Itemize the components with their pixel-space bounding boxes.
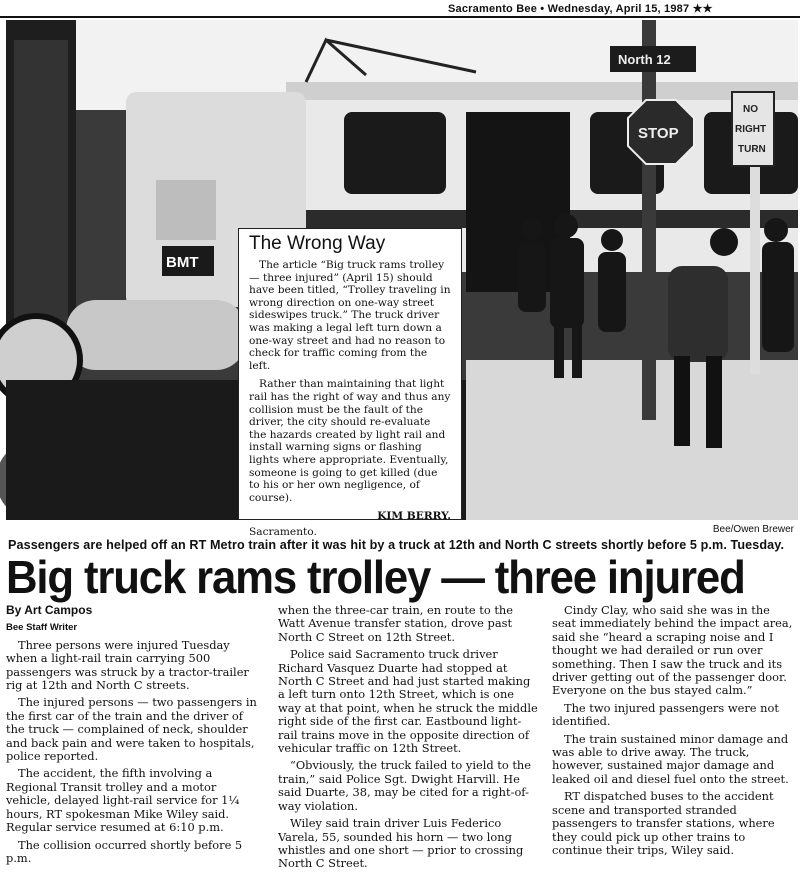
article-column-3 [552,604,796,861]
no-turn-sign-line-2: RIGHT [735,124,767,135]
letter-title: The Wrong Way [249,233,386,254]
top-rule [0,16,800,18]
article-paragraph: The train sustained minor damage and was able to drive away. The truck, however, sustained major damage and leaked oil and diesel fuel onto the street. [552,731,789,786]
letter-to-editor [238,228,462,539]
article-paragraph: The collision occurred shortly before 5 p.m. [6,837,243,865]
article-paragraph: Police said Sacramento truck driver Richard Vasquez Duarte had stopped at North C Street and had just started making a left turn onto 12th Street, which is one way at that point, when he struck the middle right side of the first car. Eastbound light-rail trains move in the opposite direction of vehicular traffic on 12th Street. [278,647,538,756]
letter-city: Sacramento. [249,526,317,539]
street-sign: North 12 [618,52,671,67]
article-paragraph: The two injured passengers were not identified. [552,700,779,729]
no-turn-sign-line-3: TURN [738,144,766,155]
article-headline: Big truck rams trolley — three injured [6,551,745,603]
masthead: Sacramento Bee • Wednesday, April 15, 1987 ★★ [448,3,713,15]
no-turn-sign-line-1: NO [743,104,758,115]
article-body [6,603,796,871]
article-paragraph: RT dispatched buses to the accident scene and transported stranded passengers to transfer stations, where they could pick up other trains to continue their trips, Wiley said. [552,789,775,857]
article-paragraph: The injured persons — two passengers in the first car of the train and the driver of the truck — complained of neck, shoulder and back pain and were taken to hospitals, police reported. [6,695,257,764]
letter-paragraph-1: The article “Big truck rams trolley — three injured” (April 15) should have been titled, “Trolley traveling in wrong direction on one-way street sideswipes truck.” The truck driver was making a legal left turn down a one-way street and had no reason to check for traffic coming from the left. [249,259,451,372]
article-paragraph: when the three-car train, en route to the Watt Avenue transfer station, drove past North C Street on 12th Street. [278,603,514,644]
article-paragraph: Wiley said train driver Luis Federico Varela, 55, sounded his horn — two long whistles and one short — prior to crossing North C Street. [278,816,524,871]
truck-logo: BMT [166,254,199,271]
article-paragraph: Three persons were injured Tuesday when a light-rail train carrying 500 passengers was struck by a tractor-trailer rig at 12th and North C streets. [6,637,249,693]
photo-credit: Bee/Owen Brewer [712,524,794,535]
article-paragraph: Cindy Clay, who said she was in the seat immediately behind the impact area, said she “heard a scraping noise and I thought we had derailed or run over something. Then I saw the truck and its driver getting out of the passenger door. Everyone on the bus stayed calm.” [552,603,793,698]
article-paragraph: The accident, the fifth involving a Regional Transit trolley and a motor vehicle, delayed light-rail service for 1¼ hours, RT spokesman Mike Wiley said. Regular service resumed at 6:10 p.m. [6,766,240,835]
byline: By Art Campos [6,603,93,617]
photo-caption: Passengers are helped off an RT Metro train after it was hit by a truck at 12th and North C streets shortly before 5 p.m. Tuesday. [8,538,785,552]
stop-sign: STOP [638,125,679,142]
article-column-2 [278,604,540,875]
letter-paragraph-2: Rather than maintaining that light rail has the right of way and thus any collision must be the fault of the driver, the city should re-evaluate the hazards created by light rail and install warning signs or flashing lights where appropriate. Eventually, someone is going to get killed (due to his or her own negligence, of course). [249,378,451,504]
article-paragraph: “Obviously, the truck failed to yield to the train,” said Police Sgt. Dwight Harvill. He said Duarte, 38, may be cited for a right-of-way violation. [278,758,531,813]
letter-signature: KIM BERRY. [377,510,451,523]
byline-role: Bee Staff Writer [6,622,78,634]
article-column-1 [6,604,264,869]
